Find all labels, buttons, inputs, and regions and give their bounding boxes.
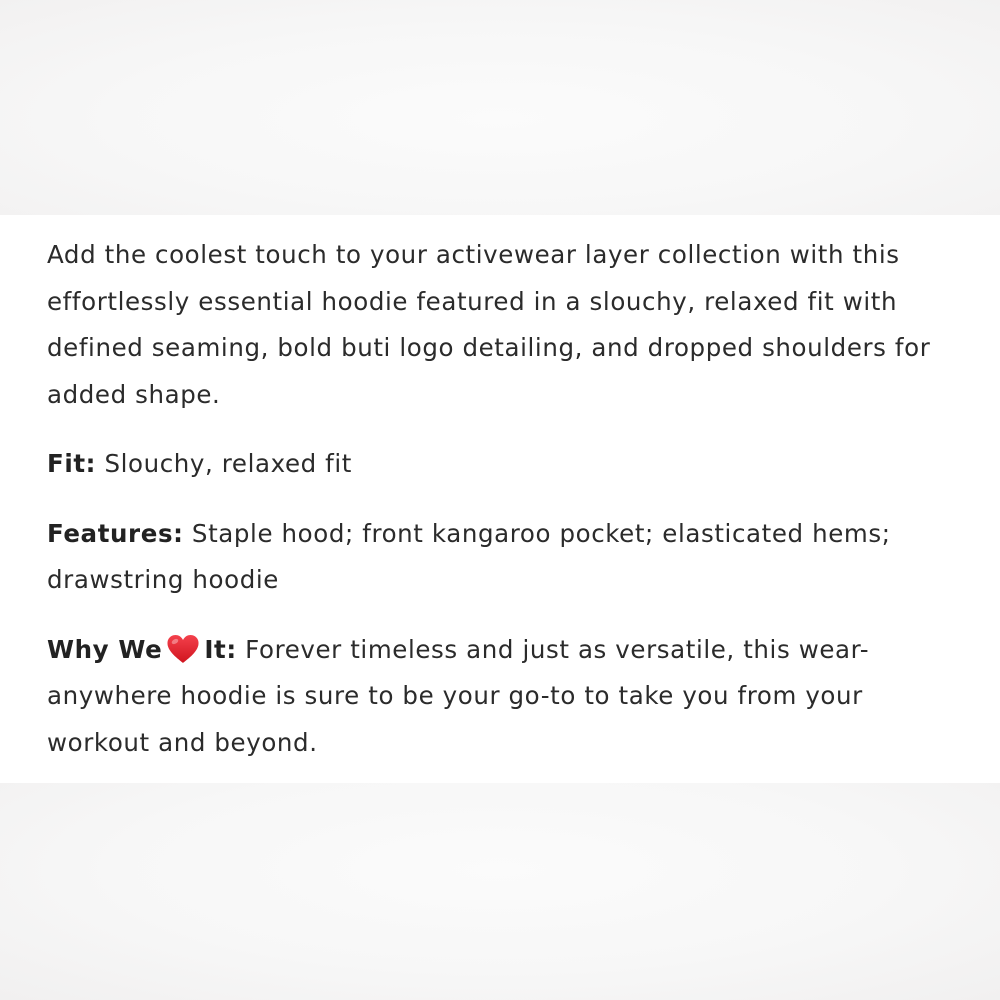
features-value: Staple hood; front kangaroo pocket; elasticated hems; drawstring hoodie	[47, 518, 891, 594]
why-label-prefix: Why We	[47, 634, 163, 664]
fit-label: Fit:	[47, 449, 97, 478]
bottom-background	[0, 783, 1000, 1000]
fit-paragraph	[47, 441, 947, 488]
features-paragraph	[47, 511, 947, 604]
intro-paragraph: Add the coolest touch to your activewear layer collection with this effortlessly essential hoodie featured in a slouchy, relaxed fit with defined seaming, bold buti logo detailing, and dropped shoulders for added shape.	[47, 240, 931, 409]
why-paragraph	[47, 627, 947, 767]
product-description	[47, 232, 947, 766]
fit-value: Slouchy, relaxed fit	[104, 449, 353, 478]
red-heart-icon	[166, 633, 200, 663]
why-value: Forever timeless and just as versatile, this wear-anywhere hoodie is sure to be your go-to to take you from your workout and beyond.	[47, 634, 870, 757]
top-background	[0, 0, 1000, 215]
why-label-suffix: It:	[204, 634, 237, 664]
features-label: Features:	[47, 518, 184, 548]
